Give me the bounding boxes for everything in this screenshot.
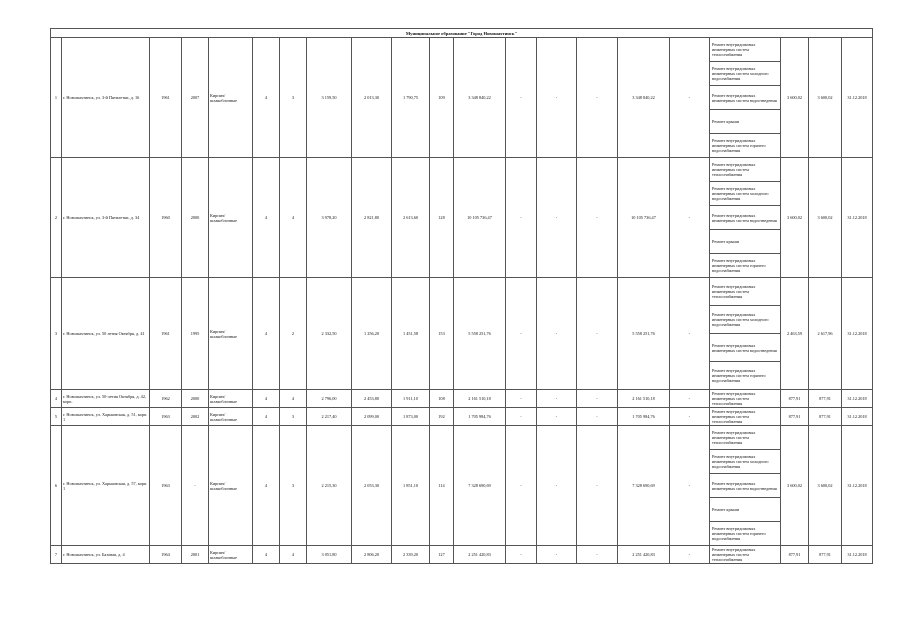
cell-owners: 7 328 690,69 xyxy=(618,426,670,546)
table-row xyxy=(51,278,873,306)
cell-residents: 127 xyxy=(430,546,454,564)
cell-year-repair: 2002 xyxy=(182,408,209,426)
table-row xyxy=(51,390,873,408)
cell-year-built: 1962 xyxy=(150,390,182,408)
cell-budget-local: - xyxy=(577,426,618,546)
cell-owners: 2 161 510,18 xyxy=(618,390,670,408)
cell-limit-cost: 3 600,02 xyxy=(809,38,842,158)
cell-area-a: 2 099,00 xyxy=(352,408,392,426)
cell-cost-total: 7 328 690,69 xyxy=(454,426,506,546)
cell-area-a: 1 256,20 xyxy=(352,278,392,390)
cell-limit-cost: 877,91 xyxy=(809,408,842,426)
cell-work-type: Ремонт внутридомовых инженерных систем теплоснабжения xyxy=(710,390,781,408)
cell-fund: - xyxy=(506,38,537,158)
cell-work-type: Ремонт крыши xyxy=(710,498,781,522)
cell-cost-total: 2 251 420,83 xyxy=(454,546,506,564)
cell-fund: - xyxy=(506,390,537,408)
cell-deadline: 31.12.2018 xyxy=(842,38,873,158)
cell-deadline: 31.12.2018 xyxy=(842,408,873,426)
cell-owners: 5 558 251,76 xyxy=(618,278,670,390)
cell-work-type: Ремонт внутридомовых инженерных систем теплоснабжения xyxy=(710,38,781,62)
cell-area-b: 1 451,58 xyxy=(392,278,430,390)
cell-limit-cost: 877,91 xyxy=(809,390,842,408)
cell-deadline: 31.12.2018 xyxy=(842,546,873,564)
cell-area-b: 1 873,00 xyxy=(392,408,430,426)
cell-other: - xyxy=(670,408,710,426)
cell-year-repair: 2000 xyxy=(182,390,209,408)
cell-cost-total: 5 558 251,76 xyxy=(454,278,506,390)
cell-work-type: Ремонт внутридомовых инженерных систем горячего водоснабжения xyxy=(710,134,781,158)
cell-work-type: Ремонт внутридомовых инженерных систем теплоснабжения xyxy=(710,278,781,306)
cell-material: Кирпич/ шлакоблочные xyxy=(209,158,253,278)
cell-area-b: 2 339,20 xyxy=(392,546,430,564)
cell-address: г. Новошахтинск, ул. 50-летия Октября, д. 42, корп. xyxy=(62,390,150,408)
cell-other: - xyxy=(670,390,710,408)
cell-other: - xyxy=(670,546,710,564)
cell-year-built: 1961 xyxy=(150,278,182,390)
cell-area-total: 2 332,50 xyxy=(307,278,352,390)
cell-material: Кирпич/ шлакоблочные xyxy=(209,408,253,426)
cell-area-a: 2 821,80 xyxy=(352,158,392,278)
cell-unit-cost: 3 600,02 xyxy=(781,426,809,546)
cell-budget-subject: - xyxy=(537,158,577,278)
cell-residents: 114 xyxy=(430,426,454,546)
cell-year-built: 1964 xyxy=(150,546,182,564)
cell-num: 1 xyxy=(51,38,62,158)
cell-year-repair: 2000 xyxy=(182,158,209,278)
cell-budget-subject: - xyxy=(537,278,577,390)
cell-deadline: 31.12.2018 xyxy=(842,390,873,408)
cell-budget-subject: - xyxy=(537,390,577,408)
cell-cost-total: 3 348 840,22 xyxy=(454,38,506,158)
cell-work-type: Ремонт внутридомовых инженерных систем горячего водоснабжения xyxy=(710,522,781,546)
cell-cost-total: 10 105 736,47 xyxy=(454,158,506,278)
cell-owners: 3 348 840,22 xyxy=(618,38,670,158)
cell-residents: 108 xyxy=(430,390,454,408)
repair-program-table xyxy=(50,28,873,564)
cell-work-type: Ремонт внутридомовых инженерных систем водоотведения xyxy=(710,474,781,498)
cell-year-repair: 2001 xyxy=(182,546,209,564)
cell-unit-cost: 2 463,59 xyxy=(781,278,809,390)
cell-budget-local: - xyxy=(577,158,618,278)
cell-address: г. Новошахтинск, ул. Харьковская, д. 51, корп. 1 xyxy=(62,408,150,426)
cell-fund: - xyxy=(506,278,537,390)
cell-entrances: 4 xyxy=(280,158,307,278)
cell-work-type: Ремонт внутридомовых инженерных систем холодного водоснабжения xyxy=(710,182,781,206)
cell-area-b: 1 851,10 xyxy=(392,426,430,546)
cell-entrances: 2 xyxy=(280,278,307,390)
cell-material: Кирпич/ шлакоблочные xyxy=(209,546,253,564)
cell-unit-cost: 3 600,02 xyxy=(781,158,809,278)
cell-residents: 153 xyxy=(430,278,454,390)
cell-num: 6 xyxy=(51,426,62,546)
municipality-title: Муниципальное образование "Город Новошахтинск" xyxy=(51,29,873,38)
cell-num: 4 xyxy=(51,390,62,408)
cell-owners: 2 251 420,83 xyxy=(618,546,670,564)
cell-year-built: 1960 xyxy=(150,158,182,278)
cell-unit-cost: 877,91 xyxy=(781,546,809,564)
cell-address: г. Новошахтинск, ул. Харьковская, д. 57, корп. 1 xyxy=(62,426,150,546)
cell-material: Кирпич/ шлакоблочные xyxy=(209,278,253,390)
cell-residents: 109 xyxy=(430,38,454,158)
table-row xyxy=(51,408,873,426)
cell-other: - xyxy=(670,158,710,278)
cell-owners: 10 105 736,47 xyxy=(618,158,670,278)
cell-year-built: 1963 xyxy=(150,408,182,426)
cell-area-b: 2 613,60 xyxy=(392,158,430,278)
cell-budget-subject: - xyxy=(537,426,577,546)
cell-limit-cost: 3 600,02 xyxy=(809,158,842,278)
cell-year-repair: 2007 xyxy=(182,38,209,158)
cell-budget-local: - xyxy=(577,408,618,426)
cell-work-type: Ремонт внутридомовых инженерных систем теплоснабжения xyxy=(710,408,781,426)
cell-fund: - xyxy=(506,158,537,278)
cell-floors: 4 xyxy=(253,408,280,426)
cell-area-b: 1 911,10 xyxy=(392,390,430,408)
cell-entrances: 4 xyxy=(280,390,307,408)
cell-deadline: 31.12.2018 xyxy=(842,278,873,390)
table-row xyxy=(51,158,873,182)
municipality-header-row xyxy=(51,29,873,38)
cell-entrances: 3 xyxy=(280,38,307,158)
cell-floors: 4 xyxy=(253,278,280,390)
cell-budget-subject: - xyxy=(537,408,577,426)
cell-num: 3 xyxy=(51,278,62,390)
cell-other: - xyxy=(670,38,710,158)
cell-year-built: 1961 xyxy=(150,38,182,158)
cell-num: 2 xyxy=(51,158,62,278)
cell-work-type: Ремонт внутридомовых инженерных систем теплоснабжения xyxy=(710,546,781,564)
cell-area-a: 2 806,20 xyxy=(352,546,392,564)
cell-work-type: Ремонт внутридомовых инженерных систем теплоснабжения xyxy=(710,158,781,182)
cell-limit-cost: 877,91 xyxy=(809,546,842,564)
cell-material: Кирпич/ шлакоблочные xyxy=(209,426,253,546)
cell-other: - xyxy=(670,278,710,390)
table-row xyxy=(51,426,873,450)
cell-budget-subject: - xyxy=(537,546,577,564)
cell-budget-local: - xyxy=(577,390,618,408)
cell-budget-local: - xyxy=(577,278,618,390)
cell-work-type: Ремонт внутридомовых инженерных систем теплоснабжения xyxy=(710,426,781,450)
cell-floors: 4 xyxy=(253,38,280,158)
cell-address: г. Новошахтинск, ул. 50 летия Октября, д. 41 xyxy=(62,278,150,390)
cell-fund: - xyxy=(506,408,537,426)
cell-fund: - xyxy=(506,546,537,564)
cell-budget-local: - xyxy=(577,546,618,564)
cell-entrances: 4 xyxy=(280,546,307,564)
cell-cost-total: 2 161 510,18 xyxy=(454,390,506,408)
cell-address: г. Новошахтинск, ул. 3-й Пятилетки, д. 34 xyxy=(62,158,150,278)
cell-unit-cost: 3 600,02 xyxy=(781,38,809,158)
cell-limit-cost: 2 617,96 xyxy=(809,278,842,390)
cell-num: 7 xyxy=(51,546,62,564)
cell-residents: 192 xyxy=(430,408,454,426)
cell-deadline: 31.12.2018 xyxy=(842,158,873,278)
cell-area-total: 2 796,00 xyxy=(307,390,352,408)
cell-work-type: Ремонт внутридомовых инженерных систем горячего водоснабжения xyxy=(710,362,781,390)
cell-unit-cost: 877,91 xyxy=(781,390,809,408)
cell-work-type: Ремонт крыши xyxy=(710,230,781,254)
cell-work-type: Ремонт внутридомовых инженерных систем холодного водоснабжения xyxy=(710,306,781,334)
cell-owners: 1 705 984,76 xyxy=(618,408,670,426)
cell-area-a: 2 453,80 xyxy=(352,390,392,408)
cell-area-total: 3 051,80 xyxy=(307,546,352,564)
cell-floors: 4 xyxy=(253,426,280,546)
cell-work-type: Ремонт внутридомовых инженерных систем водоотведения xyxy=(710,206,781,230)
cell-work-type: Ремонт внутридомовых инженерных систем горячего водоснабжения xyxy=(710,254,781,278)
cell-area-b: 1 790,75 xyxy=(392,38,430,158)
cell-residents: 128 xyxy=(430,158,454,278)
cell-entrances: 3 xyxy=(280,426,307,546)
cell-area-total: 2 217,40 xyxy=(307,408,352,426)
cell-deadline: 31.12.2018 xyxy=(842,426,873,546)
cell-area-total: 3 978,20 xyxy=(307,158,352,278)
cell-year-built: 1963 xyxy=(150,426,182,546)
cell-num: 5 xyxy=(51,408,62,426)
cell-unit-cost: 877,91 xyxy=(781,408,809,426)
cell-material: Кирпич/ шлакоблочные xyxy=(209,390,253,408)
document-sheet xyxy=(50,28,872,564)
cell-floors: 4 xyxy=(253,390,280,408)
cell-work-type: Ремонт внутридомовых инженерных систем холодного водоснабжения xyxy=(710,62,781,86)
cell-other: - xyxy=(670,426,710,546)
cell-budget-local: - xyxy=(577,38,618,158)
cell-work-type: Ремонт крыши xyxy=(710,110,781,134)
table-row xyxy=(51,546,873,564)
cell-address: г. Новошахтинск, ул. 3-й Пятилетки, д. 16 xyxy=(62,38,150,158)
cell-entrances: 3 xyxy=(280,408,307,426)
cell-area-total: 3 159,50 xyxy=(307,38,352,158)
cell-floors: 4 xyxy=(253,158,280,278)
cell-budget-subject: - xyxy=(537,38,577,158)
cell-material: Кирпич/ шлакоблочные xyxy=(209,38,253,158)
cell-year-repair: - xyxy=(182,426,209,546)
cell-year-repair: 1995 xyxy=(182,278,209,390)
cell-address: г. Новошахтинск, ул. Базовая, д. 4 xyxy=(62,546,150,564)
cell-cost-total: 1 705 984,76 xyxy=(454,408,506,426)
cell-area-a: 2 053,30 xyxy=(352,426,392,546)
table-row xyxy=(51,38,873,62)
cell-area-a: 2 013,30 xyxy=(352,38,392,158)
cell-work-type: Ремонт внутридомовых инженерных систем водоотведения xyxy=(710,334,781,362)
cell-area-total: 2 215,30 xyxy=(307,426,352,546)
cell-floors: 4 xyxy=(253,546,280,564)
cell-work-type: Ремонт внутридомовых инженерных систем водоотведения xyxy=(710,86,781,110)
cell-work-type: Ремонт внутридомовых инженерных систем холодного водоснабжения xyxy=(710,450,781,474)
cell-limit-cost: 3 600,02 xyxy=(809,426,842,546)
cell-fund: - xyxy=(506,426,537,546)
